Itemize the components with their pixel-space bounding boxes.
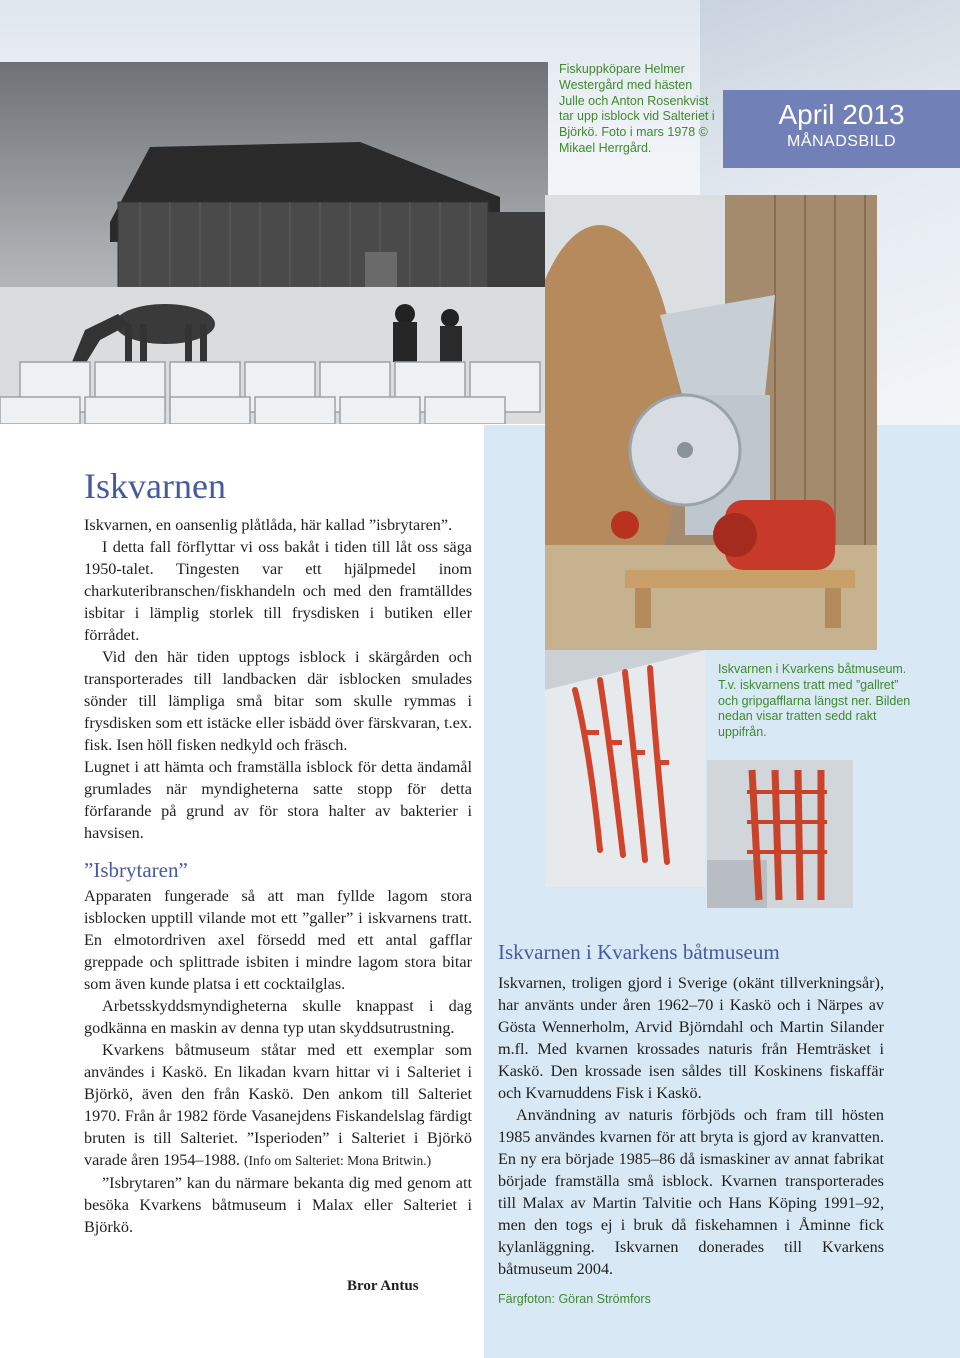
byline: Bror Antus	[347, 1278, 419, 1294]
isbrytaren-text	[84, 885, 472, 1238]
header-photo-caption: Fiskuppköpare Helmer Westergård med hästen Julle och Anton Rosenkvist tar upp isblock vid Salteriet i Björkö. Foto i mars 1978 © Mikael Herrgård.	[559, 62, 715, 155]
kvarkens-paragraph: Iskvarnen, troligen gjord i Sverige (okänt tillverkningsår), har använts under åren 1962–70 i Kaskö och i Närpes av Gösta Wennerholm, Arvid Björndahl och Martin Silander m.fl. Med kvarnen krossades naturis från Hemträsket i Kaskö. Den krossade isen såldes till Koskinens fiskaffär och Kvarnuddens Fisk i Kaskö.	[498, 974, 884, 1102]
intro-paragraph: I detta fall förflyttar vi oss bakåt i tiden till låt oss säga 1950-talet. Tingesten var ett hjälpmedel inom charkuteribranschen/fiskhandeln och med den framtälldes isbitar i lämplig storlek till frysdisken i butiken eller förrådet.	[84, 538, 472, 644]
date-badge	[723, 90, 960, 168]
intro-text	[84, 514, 472, 844]
intro-paragraph: Iskvarnen, en oansenlig plåtlåda, här kallad ”isbrytaren”.	[84, 516, 453, 534]
funnel-photo-top	[707, 760, 853, 908]
badge-label: MÅNADSBILD	[786, 133, 897, 150]
intro-paragraph: Vid den här tiden upptogs isblock i skärgården och transporterades till landbacken där isblocken smulades sönder till lämpliga små bitar som skulle rymmas i frysdisken som ett istäcke eller isbädd över färskvaran, t.ex. fisk. Isen höll fisken nedkyld och fräsch.	[84, 648, 472, 754]
isbrytaren-paragraph: Arbetsskyddsmyndigheterna skulle knappast i dag godkänna en maskin av denna typ utan skyddsutrustning.	[84, 997, 472, 1037]
info-note: (Info om Salteriet: Mona Britwin.)	[244, 1153, 432, 1168]
isbrytaren-paragraph-text: Kvarkens båtmuseum ståtar med ett exemplar som användes i Kaskö. En likadan kvarn hittar vi i Salteriet i Björkö, även den från Kaskö. Den ankom till Salteriet 1970. Från år 1982 förde Vasanejdens Fiskandelslag färdigt bruten is till Salteriet. ”Isperioden” i Salteriet i Björkö varade åren 1954–1988.	[84, 1041, 472, 1169]
kvarkens-text	[498, 972, 884, 1280]
museum-photo-caption: Iskvarnen i Kvarkens båtmuseum. T.v. iskvarnens tratt med ”gallret” och gripgafflarna längst ner. Bilden nedan visar tratten sedd rakt uppifrån.	[718, 662, 911, 740]
article-title: Iskvarnen	[84, 466, 226, 506]
kvarkens-paragraph: Användning av naturis förbjöds och fram till hösten 1985 användes kvarnen för att bryta is gjord av kranvatten. En ny era började 1985–86 då ismaskiner av annat fabrikat började framställa små isblock. Kvarnen transporterades till Malax av Martin Talvitie och Hans Köping 1991–92, men den togs ej i bruk då fiskehamnen i Åminne fick kylanläggning. Iskvarnen donerades till Kvarkens båtmuseum 2004.	[498, 1106, 884, 1278]
isbrytaren-paragraph	[84, 1039, 472, 1172]
isbrytaren-paragraph: Apparaten fungerade så att man fyllde lagom stora isblocken upptill vilande mot ett ”galler” i iskvarnens tratt. En elmotordriven axel försedd med ett antal gafflar greppade och splittrade isbiten i mindre lagom stora bitar som även kunde platsa i ett cocktailglas.	[84, 887, 472, 993]
badge-date: April 2013	[778, 99, 905, 130]
photo-credit: Färgfoton: Göran Strömfors	[498, 1292, 651, 1306]
funnel-photo-side	[545, 650, 705, 887]
intro-paragraph: Lugnet i att hämta och framställa isblock för detta ändamål grumlades när myndigheterna satte stopp för detta förfarande på grund av för stora halter av bakterier i havsisen.	[84, 758, 472, 842]
section-title-kvarkens: Iskvarnen i Kvarkens båtmuseum	[498, 940, 780, 964]
ice-harvest-photo	[0, 62, 548, 424]
isbrytaren-paragraph: ”Isbrytaren” kan du närmare bekanta dig med genom att besöka Kvarkens båtmuseum i Malax eller Salteriet i Björkö.	[84, 1174, 472, 1236]
section-title-isbrytaren: ”Isbrytaren”	[84, 858, 188, 882]
ice-grinder-photo	[545, 195, 877, 650]
